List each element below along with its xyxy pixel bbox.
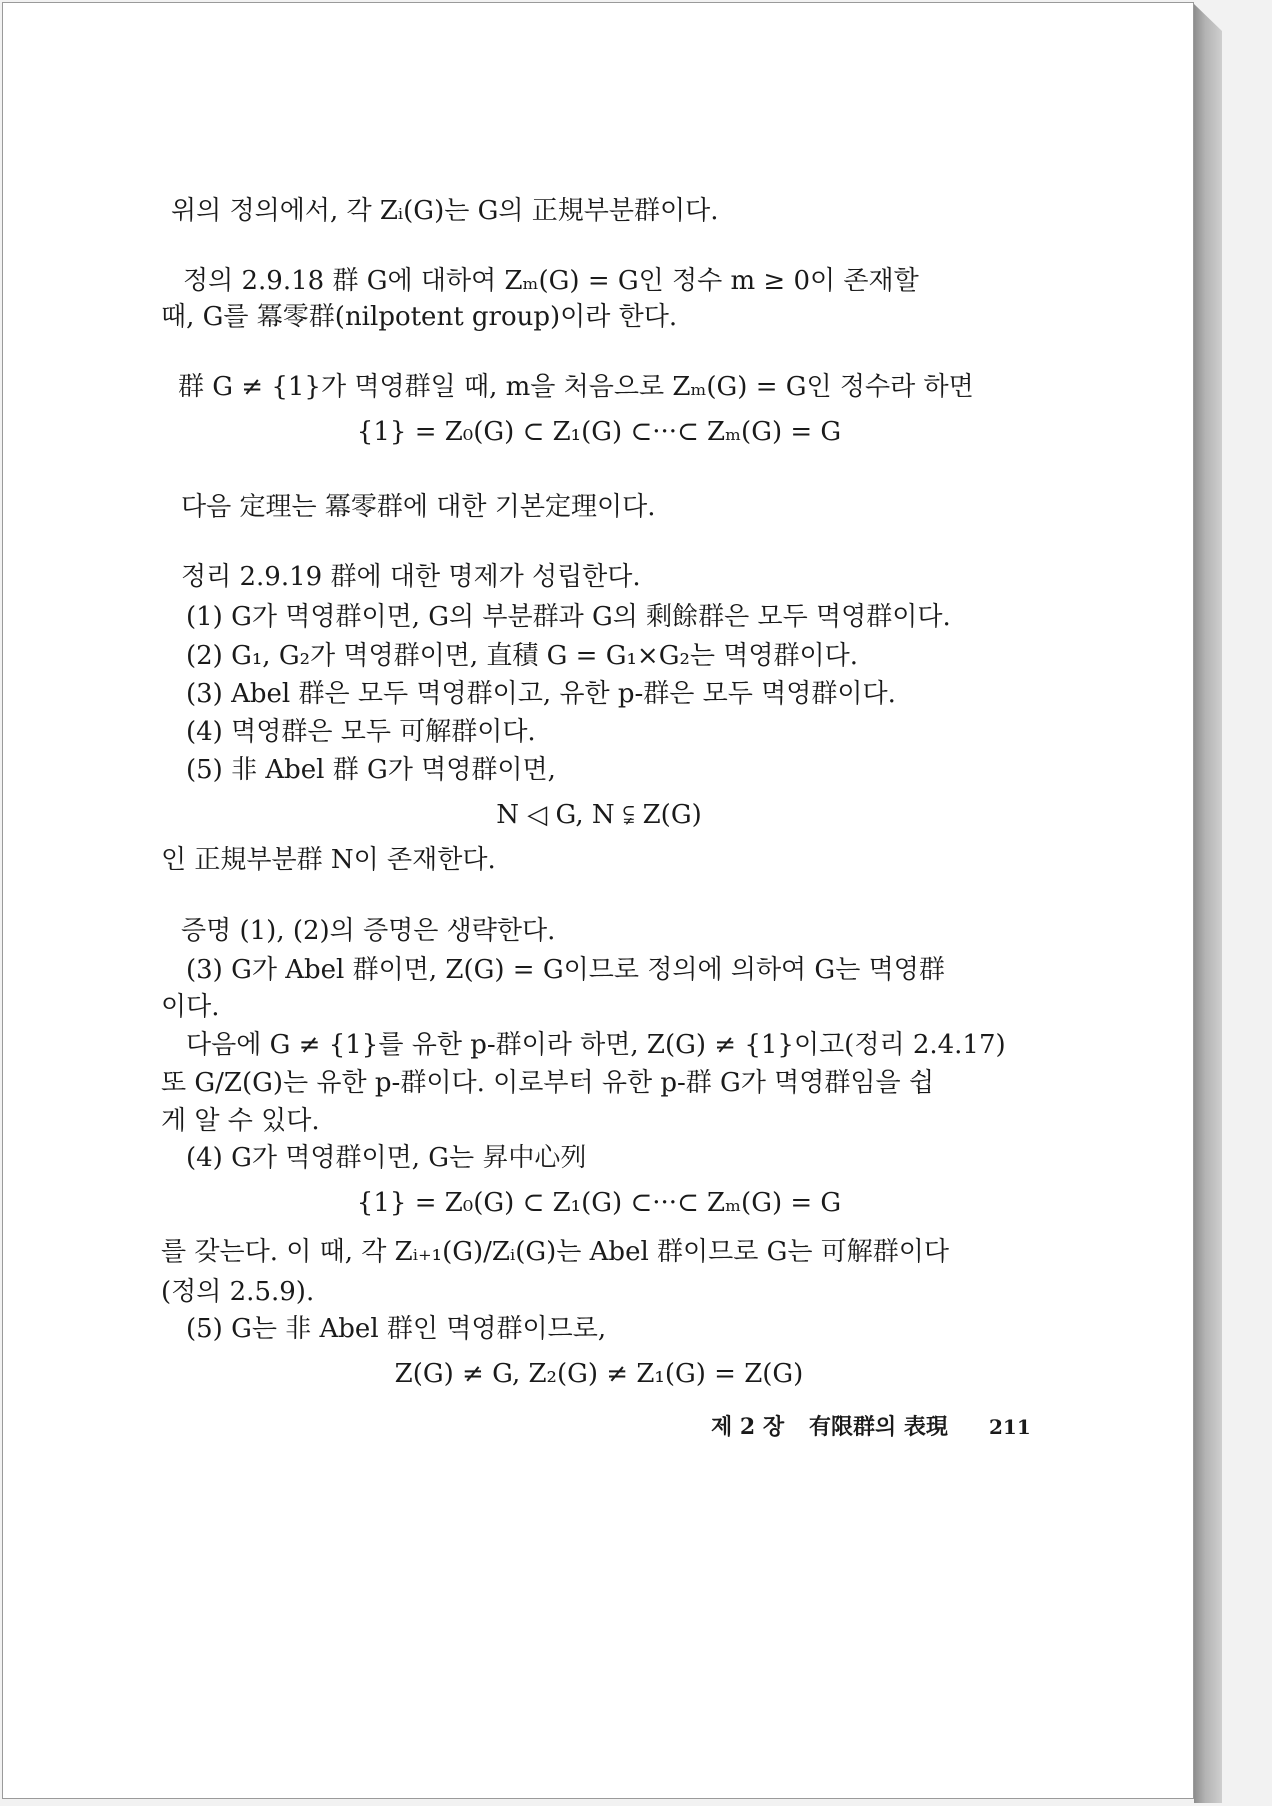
display-equation: Z(G) ≠ G, Z₂(G) ≠ Z₁(G) = Z(G)	[394, 1359, 804, 1389]
theorem-heading-line: 정리 2.9.19 群에 대한 명제가 성립한다.	[181, 562, 641, 592]
proof-line: 이다.	[161, 992, 220, 1022]
proof-heading-line: 증명 (1), (2)의 증명은 생략한다.	[181, 916, 556, 946]
proof-line: 게 알 수 있다.	[161, 1106, 320, 1136]
page-number: 211	[989, 1415, 1031, 1439]
proof-line: (4) G가 멱영群이면, G는 昇中心列	[186, 1143, 587, 1173]
display-equation: {1} = Z₀(G) ⊂ Z₁(G) ⊂···⊂ Zₘ(G) = G	[356, 417, 842, 447]
text-line: 群 G ≠ {1}가 멱영群일 때, m을 처음으로 Zₘ(G) = G인 정수라 하면	[178, 372, 974, 402]
proof-line: (5) G는 非 Abel 群인 멱영群이므로,	[186, 1314, 607, 1344]
text-line: 인 正規부분群 N이 존재한다.	[161, 845, 496, 875]
proof-line: 를 갖는다. 이 때, 각 Zᵢ₊₁(G)/Zᵢ(G)는 Abel 群이므로 G는 可解群이다	[161, 1237, 950, 1267]
theorem-item: (1) G가 멱영群이면, G의 부분群과 G의 剩餘群은 모두 멱영群이다.	[186, 602, 951, 632]
proof-line: 다음에 G ≠ {1}를 유한 p-群이라 하면, Z(G) ≠ {1}이고(정리 2.4.17)	[186, 1030, 1006, 1060]
text-line: 때, G를 冪零群(nilpotent group)이라 한다.	[161, 302, 678, 332]
display-equation: N ◁ G, N ⫋ Z(G)	[496, 800, 702, 830]
footer-title: 有限群의 表現	[809, 1414, 948, 1440]
proof-line: (3) G가 Abel 群이면, Z(G) = G이므로 정의에 의하여 G는 멱영群	[186, 955, 945, 985]
theorem-item: (4) 멱영群은 모두 可解群이다.	[186, 717, 536, 747]
text-line: 위의 정의에서, 각 Zᵢ(G)는 G의 正規부분群이다.	[171, 196, 719, 226]
proof-line: (정의 2.5.9).	[161, 1277, 315, 1307]
footer-chapter: 제 2 장	[711, 1414, 785, 1440]
definition-heading-line: 정의 2.9.18 群 G에 대하여 Zₘ(G) = G인 정수 m ≥ 0이 존재할	[183, 266, 919, 296]
theorem-item: (2) G₁, G₂가 멱영群이면, 直積 G = G₁×G₂는 멱영群이다.	[186, 641, 859, 671]
page-edge-shadow	[1194, 4, 1222, 1803]
display-equation: {1} = Z₀(G) ⊂ Z₁(G) ⊂···⊂ Zₘ(G) = G	[356, 1188, 842, 1218]
text-line: 다음 定理는 冪零群에 대한 기본定理이다.	[181, 492, 656, 522]
theorem-item: (3) Abel 群은 모두 멱영群이고, 유한 p-群은 모두 멱영群이다.	[186, 679, 896, 709]
book-page	[2, 2, 1194, 1799]
theorem-item: (5) 非 Abel 群 G가 멱영群이면,	[186, 755, 556, 785]
proof-line: 또 G/Z(G)는 유한 p-群이다. 이로부터 유한 p-群 G가 멱영群임을 쉽	[161, 1068, 935, 1098]
